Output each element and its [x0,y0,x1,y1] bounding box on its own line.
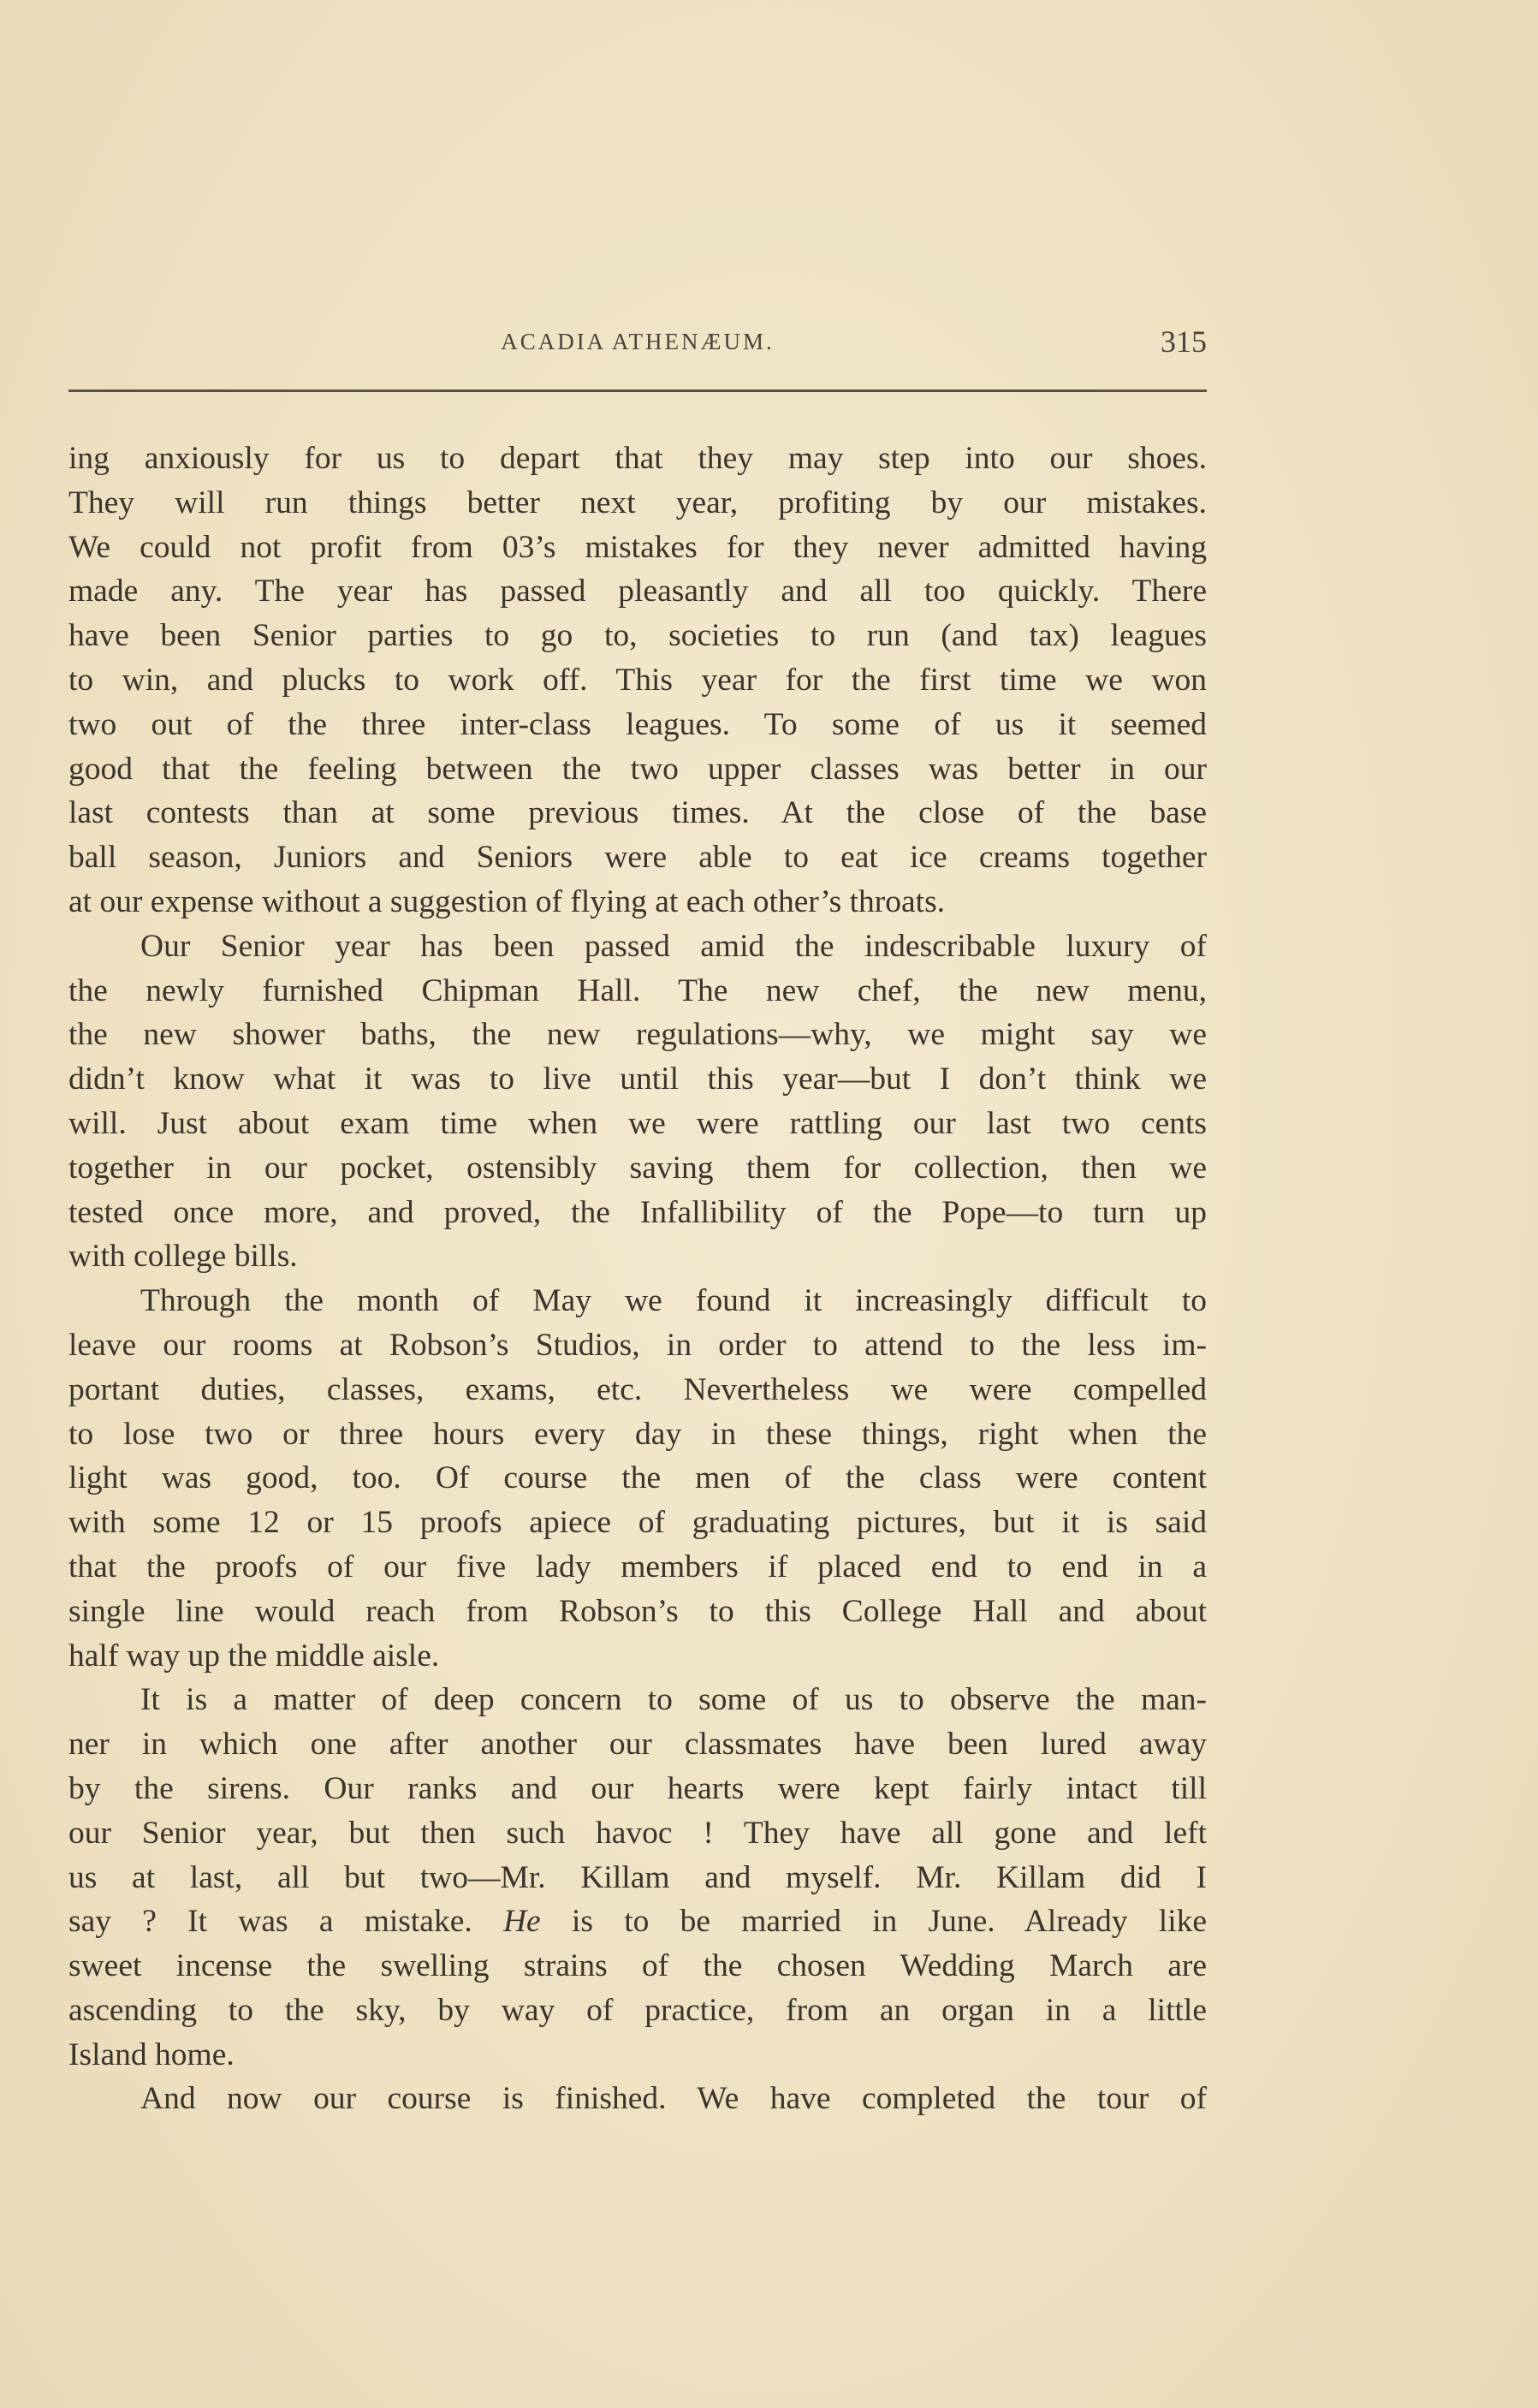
text-line: It is a matter of deep concern to some of us to observe the man- [140,1682,1207,1718]
text-line: portant duties, classes, exams, etc. Nevertheless we were compelled [68,1371,1207,1407]
text-line: with college bills. [68,1239,298,1275]
text-line: have been Senior parties to go to, societies to run (and tax) leagues [68,618,1207,654]
text-line: to win, and plucks to work off. This year for the first time we won [68,662,1207,698]
text-line: ascending to the sky, by way of practice, from an organ in a little [68,1992,1207,2028]
text-line: the newly furnished Chipman Hall. The new chef, the new menu, [68,972,1207,1008]
text-line: leave our rooms at Robson’s Studios, in order to attend to the less im- [68,1327,1207,1363]
header-rule [68,389,1207,392]
text-line: Through the month of May we found it increasingly difficult to [140,1283,1207,1319]
text-line: ball season, Juniors and Seniors were able to eat ice creams together [68,840,1207,876]
text-line: together in our pocket, ostensibly saving them for collection, then we [68,1150,1207,1186]
paragraph-5 [68,2077,1207,2121]
text-line: two out of the three inter-class leagues. To some of us it seemed [68,706,1207,742]
text-line: We could not profit from 03’s mistakes for they never admitted having [68,529,1207,565]
italic-word: He [502,1904,541,1940]
page-number: 315 [1161,324,1207,359]
text-line: ner in which one after another our classmates have been lured away [68,1727,1207,1763]
text-line: sweet incense the swelling strains of the chosen Wedding March are [68,1948,1207,1984]
text-line: tested once more, and proved, the Infallibility of the Pope—to turn up [68,1194,1207,1230]
text-line: They will run things better next year, profiting by our mistakes. [68,485,1207,520]
text-line: didn’t know what it was to live until this year—but I don’t think we [68,1061,1207,1097]
text-line-mixed [68,1900,1207,1944]
text-line: light was good, too. Of course the men of the class were content [68,1460,1207,1496]
text-line: will. Just about exam time when we were rattling our last two cents [68,1105,1207,1141]
text-line: made any. The year has passed pleasantly and all too quickly. There [68,574,1207,609]
text-segment: say ? It was a mistake. [68,1904,472,1940]
text-segment: is to be married in June. Already like [571,1904,1208,1940]
text-line: at our expense without a suggestion of flying at each other’s throats. [68,883,946,919]
text-line: last contests than at some previous times. At the close of the base [68,795,1207,831]
paragraph-3 [68,1279,1207,1678]
text-line: half way up the middle aisle. [68,1638,440,1674]
text-line: Island home. [68,2036,235,2072]
text-line: the new shower baths, the new regulations—why, we might say we [68,1017,1207,1053]
running-title: ACADIA ATHENÆUM. [501,329,775,354]
paragraph-4 [68,1678,1207,2077]
text-line: And now our course is finished. We have completed the tour of [140,2081,1207,2117]
text-line: our Senior year, but then such havoc ! They have all gone and left [68,1815,1207,1851]
text-line: Our Senior year has been passed amid the indescribable luxury of [140,928,1207,964]
body-text [68,437,1207,2121]
text-line: by the sirens. Our ranks and our hearts were kept fairly intact till [68,1770,1207,1806]
running-head [68,324,1207,366]
text-line: good that the feeling between the two upper classes was better in our [68,751,1207,787]
text-line: with some 12 or 15 proofs apiece of graduating pictures, but it is said [68,1505,1207,1541]
text-line: ing anxiously for us to depart that they may step into our shoes. [68,441,1207,476]
text-line: single line would reach from Robson’s to this College Hall and about [68,1593,1207,1629]
paragraph-1 [68,437,1207,925]
text-line: to lose two or three hours every day in these things, right when the [68,1416,1207,1452]
text-line: us at last, all but two—Mr. Killam and myself. Mr. Killam did I [68,1859,1207,1895]
text-line: that the proofs of our five lady members if placed end to end in a [68,1549,1207,1585]
paragraph-2 [68,925,1207,1279]
